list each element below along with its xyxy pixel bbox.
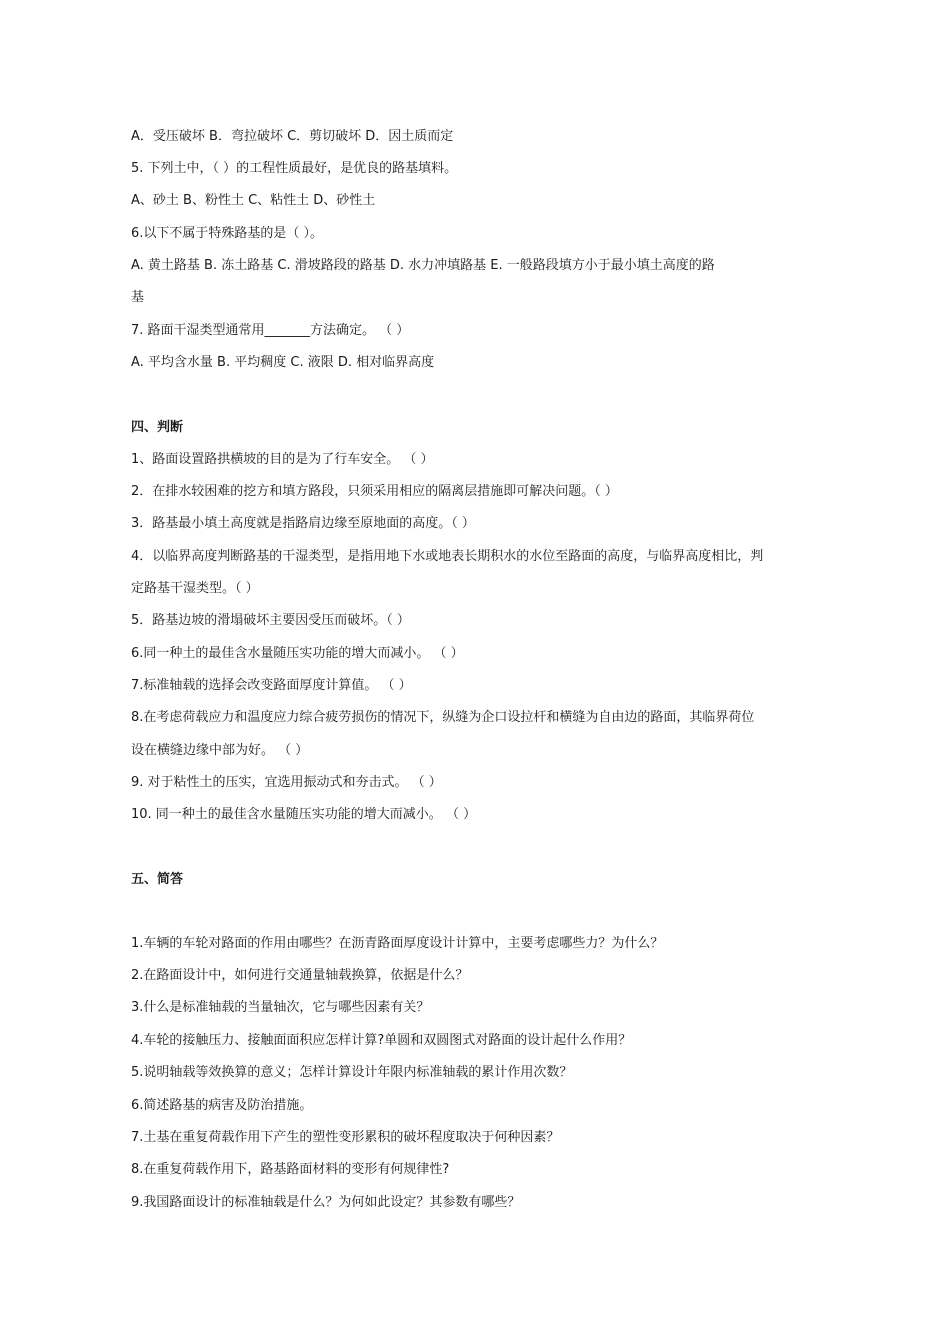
short-answer-item: 4.车轮的接触压力、接触面面积应怎样计算?单圆和双圆图式对路面的设计起什么作用？ [131, 1033, 632, 1048]
q7-text: 7. 路面干湿类型通常用_______方法确定。 （ ） [131, 323, 410, 338]
short-answer-item: 6.简述路基的病害及防治措施。 [131, 1098, 313, 1113]
short-answer-item: 7.土基在重复荷载作用下产生的塑性变形累积的破坏程度取决于何种因素？ [131, 1130, 560, 1145]
q6-options-line1: A. 黄土路基 B. 冻土路基 C. 滑坡路段的路基 D. 水力冲填路基 E. 一般路段填方小于最小填土高度的路 [131, 258, 715, 273]
judgment-item: 2．在排水较困难的挖方和填方路段，只须采用相应的隔离层措施即可解决问题。（ ） [131, 484, 618, 499]
judgment-item: 8.在考虑荷载应力和温度应力综合疲劳损伤的情况下，纵缝为企口设拉杆和横缝为自由边的路面，其临界荷位 [131, 710, 755, 725]
judgment-item: 3．路基最小填土高度就是指路肩边缘至原地面的高度。（ ） [131, 516, 475, 531]
judgment-item: 4．以临界高度判断路基的干湿类型，是指用地下水或地表长期积水的水位至路面的高度，与临界高度相比，判 [131, 549, 764, 564]
judgment-item-continued: 设在横缝边缘中部为好。 （ ） [131, 743, 309, 758]
short-answer-item: 2.在路面设计中，如何进行交通量轴载换算，依据是什么？ [131, 968, 469, 983]
q4-options: A．受压破坏 B．弯拉破坏 C．剪切破坏 D．因土质而定 [131, 129, 454, 144]
q5-text: 5. 下列土中，（ ）的工程性质最好，是优良的路基填料。 [131, 161, 458, 176]
judgment-item: 1、路面设置路拱横坡的目的是为了行车安全。 （ ） [131, 452, 434, 467]
judgment-item: 10. 同一种土的最佳含水量随压实功能的增大而减小。 （ ） [131, 807, 477, 822]
judgment-item-continued: 定路基干湿类型。（ ） [131, 581, 259, 596]
q5-options: A、砂土 B、粉性土 C、粘性土 D、砂性土 [131, 193, 376, 208]
q6-options-line2: 基 [131, 290, 145, 305]
short-answer-item: 9.我国路面设计的标准轴载是什么？为何如此设定？其参数有哪些？ [131, 1195, 521, 1210]
short-answer-item: 5.说明轴载等效换算的意义；怎样计算设计年限内标准轴载的累计作用次数？ [131, 1065, 573, 1080]
judgment-item: 9. 对于粘性土的压实，宜选用振动式和夯击式。 （ ） [131, 775, 442, 790]
judgment-item: 5．路基边坡的滑塌破坏主要因受压而破坏。（ ） [131, 613, 410, 628]
q7-options: A. 平均含水量 B. 平均稠度 C. 液限 D. 相对临界高度 [131, 355, 435, 370]
judgment-item: 6.同一种土的最佳含水量随压实功能的增大而减小。 （ ） [131, 646, 464, 661]
q6-text: 6.以下不属于特殊路基的是（ ）。 [131, 226, 324, 241]
section-heading-short-answer: 五、简答 [131, 872, 184, 887]
short-answer-item: 3.什么是标准轴载的当量轴次，它与哪些因素有关？ [131, 1000, 430, 1015]
section-heading-judgment: 四、判断 [131, 420, 184, 435]
short-answer-item: 8.在重复荷载作用下，路基路面材料的变形有何规律性? [131, 1162, 450, 1177]
short-answer-item: 1.车辆的车轮对路面的作用由哪些？在沥青路面厚度设计计算中，主要考虑哪些力？为什么？ [131, 936, 664, 951]
judgment-item: 7.标准轴载的选择会改变路面厚度计算值。 （ ） [131, 678, 412, 693]
